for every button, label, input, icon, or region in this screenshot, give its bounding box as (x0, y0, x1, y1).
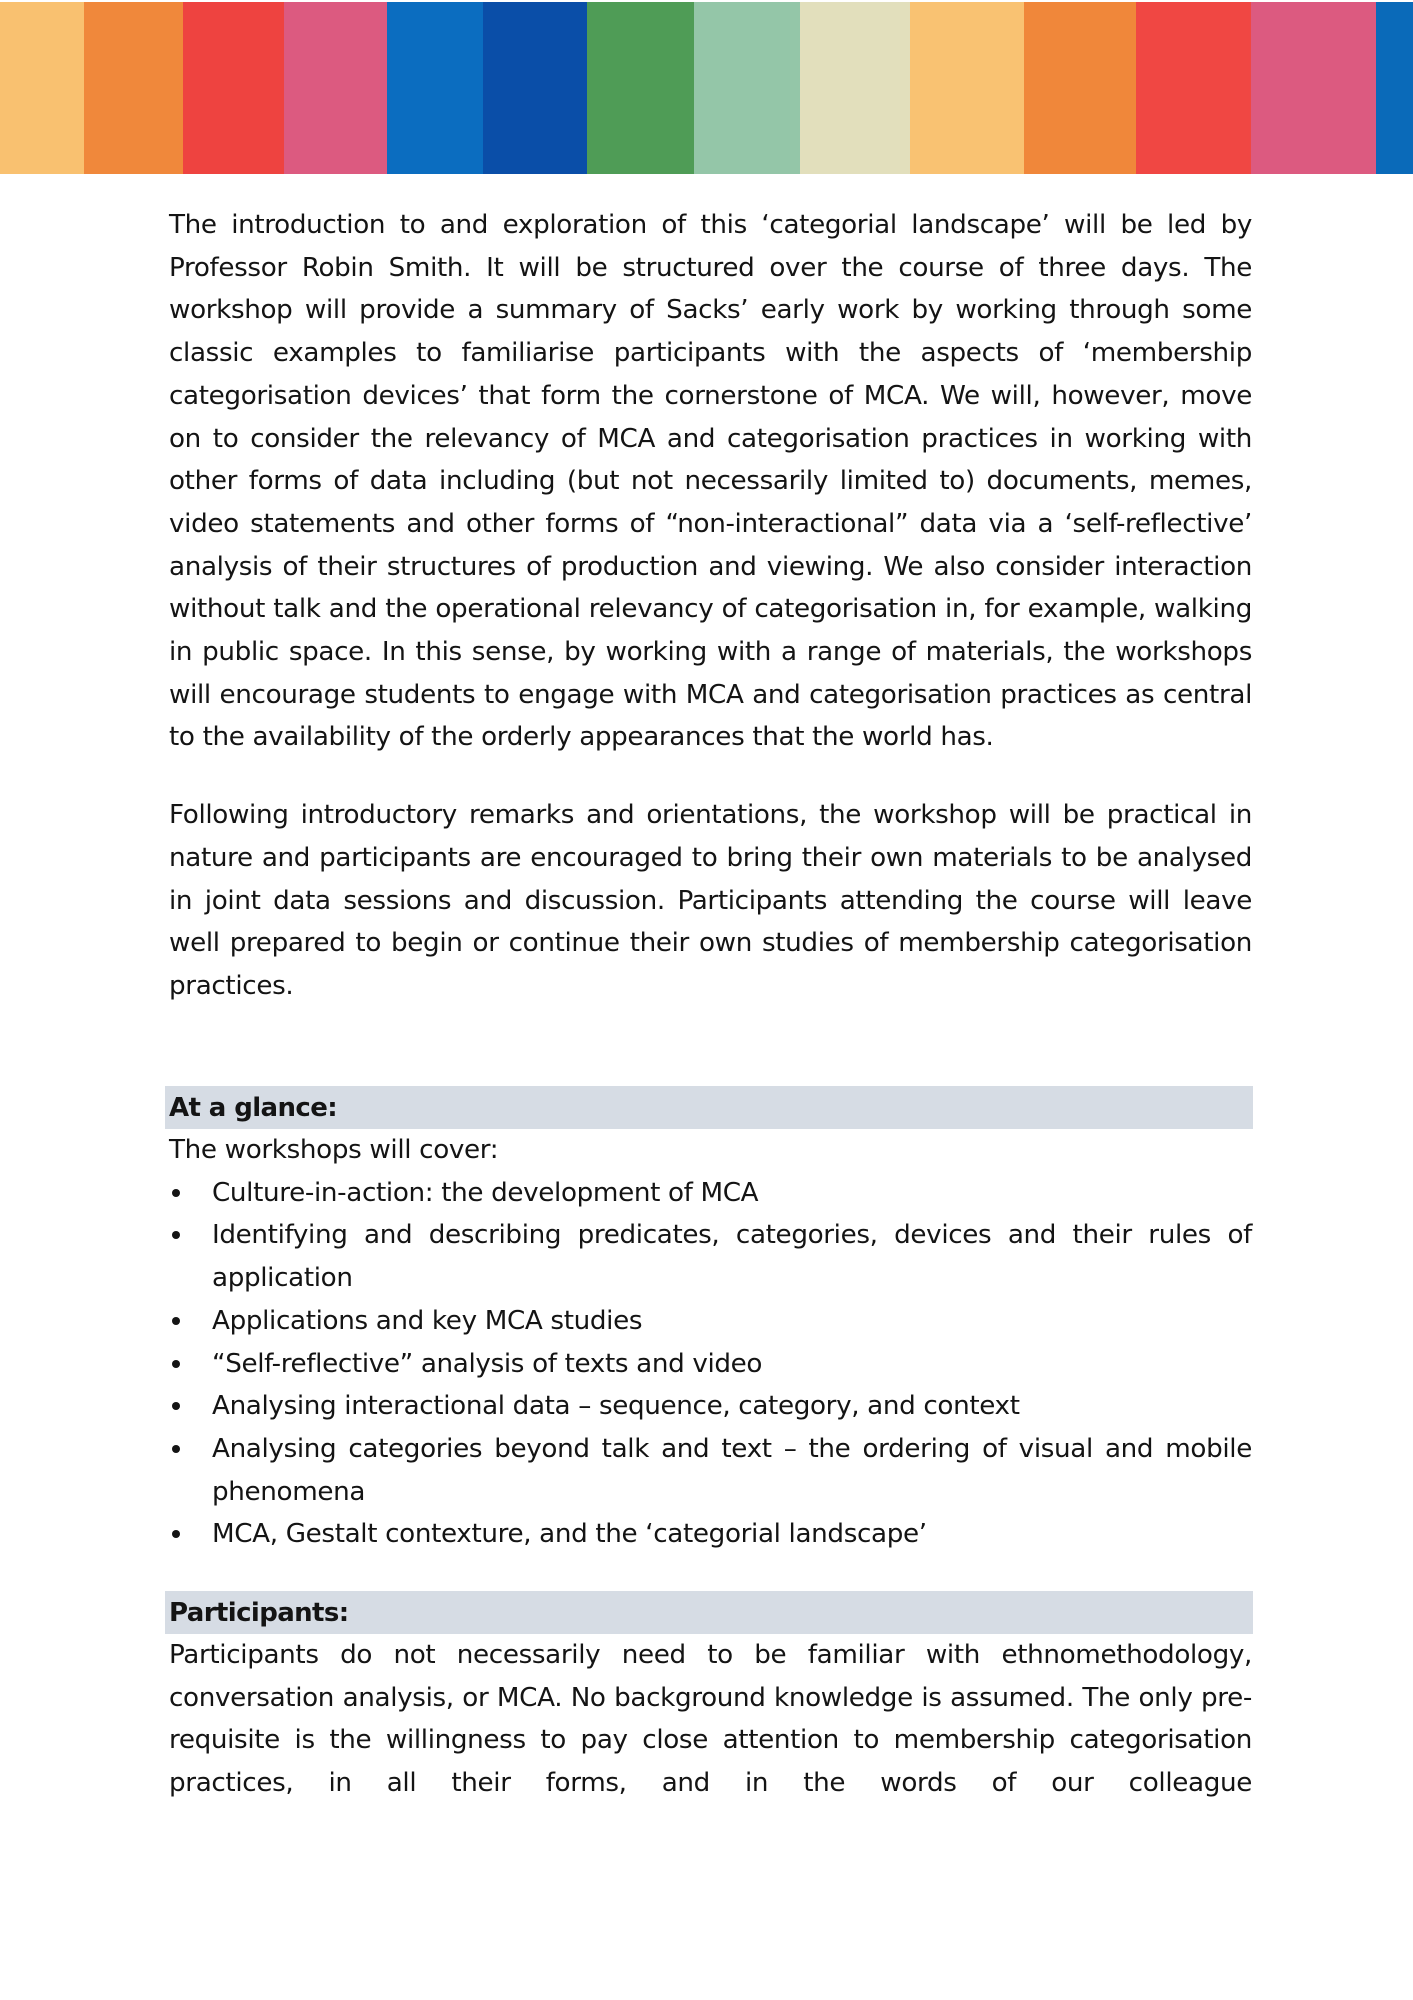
section-heading-participants: Participants: (165, 1591, 1253, 1634)
section-heading-at-a-glance: At a glance: (165, 1086, 1253, 1129)
document-body (169, 204, 1252, 1799)
color-stripe (694, 2, 800, 174)
topics-list (169, 1172, 1252, 1556)
list-item: Analysing interactional data – sequence, category, and context (169, 1385, 1252, 1428)
color-stripe (284, 2, 387, 174)
color-stripe (587, 2, 694, 174)
at-a-glance-section (169, 1086, 1253, 1556)
list-item: Identifying and describing predicates, categories, devices and their rules of application (169, 1214, 1252, 1299)
bullet-icon (172, 1360, 180, 1368)
color-stripe (1376, 2, 1413, 174)
list-item: Culture-in-action: the development of MCA (169, 1172, 1252, 1215)
bullet-icon (172, 1445, 180, 1453)
at-a-glance-intro: The workshops will cover: (169, 1135, 499, 1165)
color-stripe (84, 2, 183, 174)
color-stripe (1251, 2, 1376, 174)
intro-paragraph-2: Following introductory remarks and orientations, the workshop will be practical in nature and participants are encouraged to bring their own materials to be analysed in joint data sessions and discussion. Participants attending the course will leave well prepared to begin or continue their own studies of membership categorisation practices. (169, 800, 1252, 1001)
intro-paragraph-1: The introduction to and exploration of this ‘categorial landscape’ will be led by Professor Robin Smith. It will be structured over the course of three days. The workshop will provide a summary of Sacks’ early work by working through some classic examples to familiarise participants with the aspects of ‘membership categorisation devices’ that form the cornerstone of MCA. We will, however, move on to consider the relevancy of MCA and categorisation practices in working with other forms of data including (but not necessarily limited to) documents, memes, video statements and other forms of “non-interactional” data via a ‘self-reflective’ analysis of their structures of production and viewing. We also consider interaction without talk and the operational relevancy of categorisation in, for example, walking in public space. In this sense, by working with a range of materials, the workshops will encourage students to engage with MCA and categorisation practices as central to the availability of the orderly appearances that the world has. (169, 210, 1252, 753)
list-item: Analysing categories beyond talk and text – the ordering of visual and mobile phenomena (169, 1428, 1252, 1513)
color-stripe (483, 2, 587, 174)
bullet-icon (172, 1317, 180, 1325)
color-stripe (1136, 2, 1251, 174)
color-stripe (0, 2, 84, 174)
color-stripe (183, 2, 284, 174)
participants-paragraph: Participants do not necessarily need to be familiar with ethnomethodology, conversation analysis, or MCA. No background knowledge is assumed. The only pre-requisite is the willingness to pay close attention to membership categorisation practices, in all their forms, and in the words of our colleague (169, 1640, 1252, 1799)
bullet-icon (172, 1231, 180, 1239)
bullet-icon (172, 1530, 180, 1538)
list-item: MCA, Gestalt contexture, and the ‘categorial landscape’ (169, 1513, 1252, 1556)
list-item: “Self-reflective” analysis of texts and video (169, 1343, 1252, 1386)
bullet-icon (172, 1189, 180, 1197)
color-stripe (800, 2, 910, 174)
decorative-stripe-banner (0, 2, 1413, 174)
list-item: Applications and key MCA studies (169, 1300, 1252, 1343)
color-stripe (1024, 2, 1136, 174)
participants-section (169, 1591, 1252, 1805)
color-stripe (387, 2, 483, 174)
bullet-icon (172, 1402, 180, 1410)
color-stripe (910, 2, 1024, 174)
